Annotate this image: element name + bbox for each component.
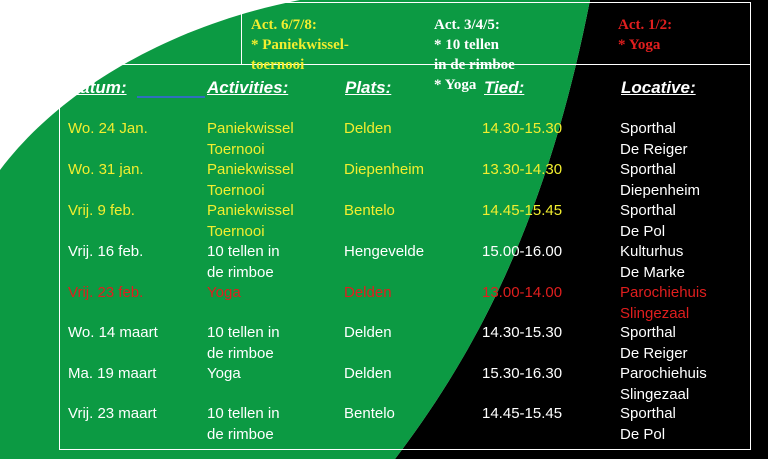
row-place: Bentelo — [344, 405, 395, 422]
row-activity: 10 tellen in de rimboe — [207, 243, 280, 281]
row-location: Parochiehuis Slingezaal — [620, 365, 707, 403]
legend-red: Act. 1/2: * Yoga — [618, 17, 673, 53]
row-time: 13.30-14.30 — [482, 161, 563, 178]
row-date: Vrij. 23 maart — [68, 405, 157, 422]
row-location: Sporthal De Reiger — [620, 120, 688, 158]
row-activity: Paniekwissel Toernooi — [207, 120, 294, 158]
header-locative: Locative: — [621, 78, 696, 97]
legend-white: Act. 3/4/5: * 10 tellen in de rimboe * Yoga — [434, 17, 515, 93]
row-location: Sporthal De Pol — [620, 202, 676, 240]
row-date: Wo. 14 maart — [68, 324, 158, 341]
row-place: Delden — [344, 324, 392, 341]
row-place: Delden — [344, 120, 392, 137]
row-date: Vrij. 23 feb. — [68, 284, 144, 301]
row-activity: 10 tellen in de rimboe — [207, 405, 280, 443]
row-place: Delden — [344, 365, 392, 382]
header-activities: Activities: — [207, 78, 289, 97]
row-location: Kulturhus De Marke — [620, 243, 686, 281]
row-location: Parochiehuis Slingezaal — [620, 284, 707, 322]
row-activity: Yoga — [207, 365, 241, 382]
row-time: 14.30-15.30 — [482, 120, 563, 137]
row-date: Ma. 19 maart — [68, 365, 157, 382]
row-place: Hengevelde — [344, 243, 425, 260]
row-time: 15.00-16.00 — [482, 243, 563, 260]
row-date: Wo. 31 jan. — [68, 161, 144, 178]
row-time: 15.30-16.30 — [482, 365, 563, 382]
row-activity: Yoga — [207, 284, 241, 301]
header-datum: Datum: — [68, 78, 127, 97]
row-place: Diepenheim — [344, 161, 425, 178]
row-activity: Paniekwissel Toernooi — [207, 202, 294, 240]
header-plats: Plats: — [345, 78, 392, 97]
row-place: Bentelo — [344, 202, 395, 219]
row-time: 14.45-15.45 — [482, 202, 563, 219]
row-date: Wo. 24 Jan. — [68, 120, 148, 137]
header-tied: Tied: — [484, 78, 525, 97]
row-location: Sporthal De Reiger — [620, 324, 688, 362]
row-date: Vrij. 16 feb. — [68, 243, 144, 260]
row-date: Vrij. 9 feb. — [68, 202, 135, 219]
header-underline-accent — [137, 96, 205, 98]
legend-yellow: Act. 6/7/8: * Paniekwissel- toernooi — [251, 17, 349, 73]
row-time: 14.45-15.45 — [482, 405, 563, 422]
row-activity: Paniekwissel Toernooi — [207, 161, 294, 199]
row-location: Sporthal De Pol — [620, 405, 676, 443]
row-activity: 10 tellen in de rimboe — [207, 324, 280, 362]
row-time: 14.30-15.30 — [482, 324, 563, 341]
row-location: Sporthal Diepenheim — [620, 161, 701, 199]
row-place: Delden — [344, 284, 392, 301]
row-time: 13.00-14.00 — [482, 284, 563, 301]
